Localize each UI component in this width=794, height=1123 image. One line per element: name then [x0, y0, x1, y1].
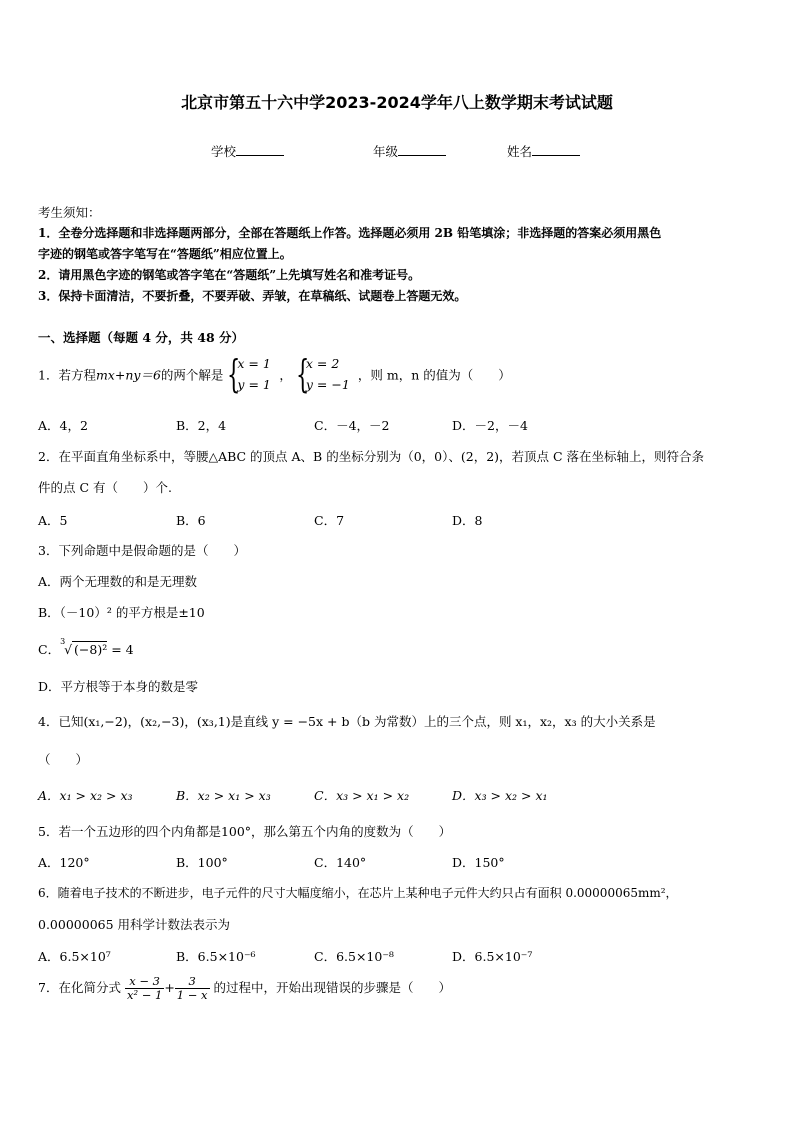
name-field [507, 142, 580, 160]
q2-option-a: A．5 [38, 513, 68, 528]
grade-label: 年级 [373, 144, 399, 159]
question-7: 7．在化简分式 $\frac{x - 3}{\text{x² − 1}}$ + $\frac{3}{1 - x}$ 的过程中，开始出现错误的步骤是（ ） [38, 974, 452, 1002]
q1-prefix: 1．若方程 [38, 367, 96, 383]
q1-option-b: B．2，4 [176, 418, 227, 433]
name-label: 姓名 [507, 144, 533, 159]
q7-fraction-1: $\frac{x - 3}{\text{x² − 1}}$ [126, 974, 163, 1002]
page-title: 北京市第五十六中学2023-2024学年八上数学期末考试试题 [181, 93, 613, 112]
cube-root: 3 √ (−8)² [60, 637, 108, 657]
q7-prefix: 7．在化简分式 [38, 980, 121, 995]
school-label: 学校 [211, 144, 237, 159]
q6-option-a: A．6.5×10⁷ [38, 949, 111, 964]
name-blank [532, 143, 580, 156]
question-3: 3．下列命题中是假命题的是（ ） [38, 543, 246, 558]
q6-option-d: D．6.5×10⁻⁷ [452, 949, 533, 964]
q6-option-b: B．6.5×10⁻⁶ [176, 949, 256, 964]
question-1: 1．若方程mx+ny＝6的两个解是 { x = 1 y = 1 ， { x = 2 y = −1 ，则 m，n 的值为（ ） [38, 352, 511, 396]
q7-suffix: 的过程中，开始出现错误的步骤是（ ） [213, 980, 452, 995]
notice-heading: 考生须知： [38, 205, 101, 220]
q2-option-d: D．8 [452, 513, 483, 528]
q2-option-b: B．6 [176, 513, 206, 528]
q1-option-a: A．4，2 [38, 418, 88, 433]
q3-option-a: A．两个无理数的和是无理数 [38, 574, 198, 589]
q1-suffix: ，则 m，n 的值为（ ） [357, 367, 511, 383]
q1-option-c: C．－4，－2 [314, 418, 390, 433]
q3-option-d: D．平方根等于本身的数是零 [38, 679, 199, 694]
notice-item-2: 2．请用黑色字迹的钢笔或答字笔在“答题纸”上先填写姓名和准考证号。 [38, 268, 421, 282]
question-6-line-1: 6．随着电子技术的不断进步，电子元件的尺寸大幅度缩小，在芯片上某种电子元件大约只占有面积 0.00000065mm²， [38, 886, 678, 900]
question-5: 5．若一个五边形的四个内角都是100°，那么第五个内角的度数为（ ） [38, 824, 452, 839]
q4-option-d: D．x₃ > x₂ > x₁ [452, 788, 548, 803]
school-blank [236, 143, 284, 156]
q5-option-a: A．120° [38, 855, 90, 870]
q4-option-b: B．x₂ > x₁ > x₃ [176, 788, 271, 803]
notice-item-1-line-1: 1．全卷分选择题和非选择题两部分，全部在答题纸上作答。选择题必须用 2B 铅笔填涂；非选择题的答案必须用黑色 [38, 226, 662, 240]
q3-option-b: B．（－10）² 的平方根是±10 [38, 605, 205, 620]
question-6-line-2: 0.00000065 用科学计数法表示为 [38, 917, 231, 932]
q4-option-c: C．x₃ > x₁ > x₂ [314, 788, 410, 803]
q1-option-d: D．－2，－4 [452, 418, 528, 433]
q2-option-c: C．7 [314, 513, 345, 528]
grade-blank [398, 143, 446, 156]
question-2-line-1: 2．在平面直角坐标系中，等腰△ABC 的顶点 A、B 的坐标分别为（0，0）、(2，2)，若顶点 C 落在坐标轴上，则符合条 [38, 449, 705, 464]
q1-mid: 的两个解是 [160, 367, 224, 383]
q1-system-1: { x = 1 y = 1 [227, 352, 271, 396]
question-4-line-2: （ ） [38, 752, 89, 767]
q1-system-2: { x = 2 y = −1 [295, 352, 350, 396]
school-field [211, 142, 284, 160]
q4-option-a: A．x₁ > x₂ > x₃ [38, 788, 133, 803]
question-2-line-2: 件的点 C 有（ ）个. [38, 480, 172, 495]
q6-option-c: C．6.5×10⁻⁸ [314, 949, 394, 964]
question-4-line-1: 4．已知(x₁,−2)，(x₂,−3)，(x₃,1)是直线 y = −5x + b（b 为常数）上的三个点，则 x₁，x₂，x₃ 的大小关系是 [38, 714, 656, 729]
q1-equation: mx+ny＝6 [95, 367, 161, 383]
q5-option-d: D．150° [452, 855, 505, 870]
grade-field [373, 142, 446, 160]
notice-item-1-line-2: 字迹的钢笔或答字笔写在“答题纸”相应位置上。 [38, 247, 292, 261]
q5-option-b: B．100° [176, 855, 228, 870]
section-heading: 一、选择题（每题 4 分，共 48 分） [38, 330, 245, 345]
q5-option-c: C．140° [314, 855, 367, 870]
q7-fraction-2: $\frac{3}{1 - x}$ [176, 974, 208, 1002]
q3-option-c: C． 3 √ (−8)² = 4 [38, 637, 134, 657]
notice-item-3: 3．保持卡面清洁，不要折叠，不要弄破、弄皱，在草稿纸、试题卷上答题无效。 [38, 289, 467, 303]
